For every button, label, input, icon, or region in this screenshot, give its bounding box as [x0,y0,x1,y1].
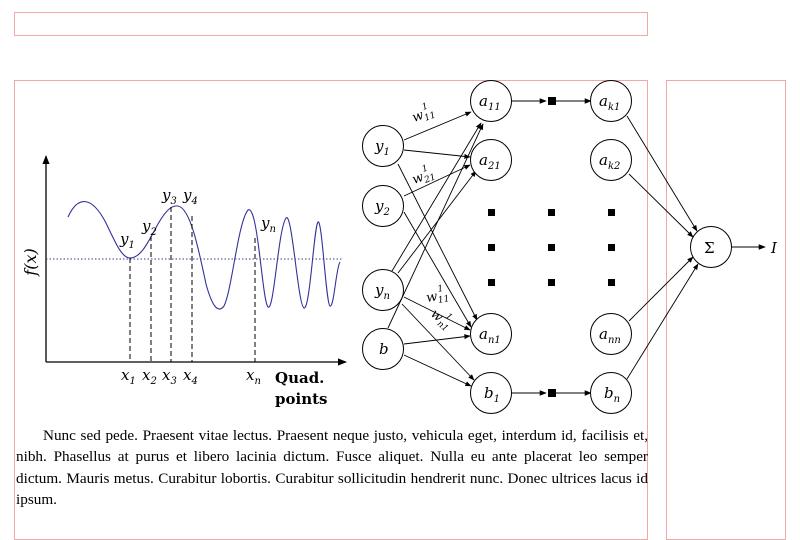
label-b: b [379,340,389,358]
point-label-y4: $y_4$ [183,186,198,207]
node-a21 [471,140,512,181]
point-label-y3: $y_3$ [162,186,177,207]
edge [629,257,693,321]
label-an1: $a_{n1}$ [479,325,501,346]
grid-dot [488,209,495,216]
function-curve [68,202,340,310]
label-sum: Σ [704,239,715,257]
weight-w21: $w_{21}1$ [410,163,438,188]
tick-x1: $x_1$ [121,366,136,387]
edge [404,355,471,386]
body-paragraph: Nunc sed pede. Praesent vitae lectus. Praesent neque justo, vehicula eget, interdum id, facilisis et, nibh. Phasellus at purus et libero lacinia dictum. Fusce aliquet. Nulla eu ante placerat leo semper dictum. Mauris metus. Curabitur lobortis. Curabitur sollicitudin hendrerit nunc. Donec ultrices lacus id ipsum. [16,427,648,508]
tick-xn: $x_n$ [246,366,261,387]
label-ak2: $a_{k2}$ [599,151,621,172]
edge [404,336,470,344]
edge [392,123,481,271]
grid-dot [608,209,615,216]
tick-x3: $x_3$ [162,366,177,387]
label-a21: $a_{21}$ [479,151,501,172]
chain-dot [548,97,556,105]
point-label-y2: $y_2$ [142,217,157,238]
grid-dot [548,209,555,216]
grid-dot [488,279,495,286]
node-ann [591,314,632,355]
chain-dot [548,389,556,397]
label-a11: $a_{11}$ [479,92,501,113]
grid-dot [608,244,615,251]
ellipsis-dots [488,97,615,397]
label-ak1: $a_{k1}$ [599,92,621,113]
edge [627,264,698,379]
node-ak2 [591,140,632,181]
grid-dot [548,244,555,251]
edge [627,116,697,231]
x-axis-label-line2: points [275,390,328,408]
weight-w11-top: $w_{11}1$ [410,101,438,126]
label-bn: $b_n$ [604,384,621,405]
quadrature-plot [21,156,346,408]
node-a11 [471,81,512,122]
point-label-yn: $y_n$ [261,214,276,235]
tick-x4: $x_4$ [183,366,198,387]
label-y1: $y_1$ [375,137,390,158]
node-ak1 [591,81,632,122]
label-y2: $y_2$ [375,197,390,218]
weight-wn1: $w_{n1}1$ [427,306,454,335]
point-label-y1: $y_1$ [120,230,135,251]
grid-dot [548,279,555,286]
tick-x2: $x_2$ [142,366,157,387]
label-b1: $b_1$ [484,384,500,405]
label-ann: $a_{nn}$ [599,325,621,346]
grid-dot [608,279,615,286]
label-yn: $y_n$ [375,281,390,302]
x-axis-label-line1: Quad. [275,369,325,387]
node-an1 [471,314,512,355]
y-axis-label: f(x) [21,248,40,276]
grid-dot [488,244,495,251]
label-output: I [771,239,777,257]
weight-w11-lower: $w_{11}1$ [425,284,451,306]
edge [629,174,693,237]
edge [404,150,470,157]
